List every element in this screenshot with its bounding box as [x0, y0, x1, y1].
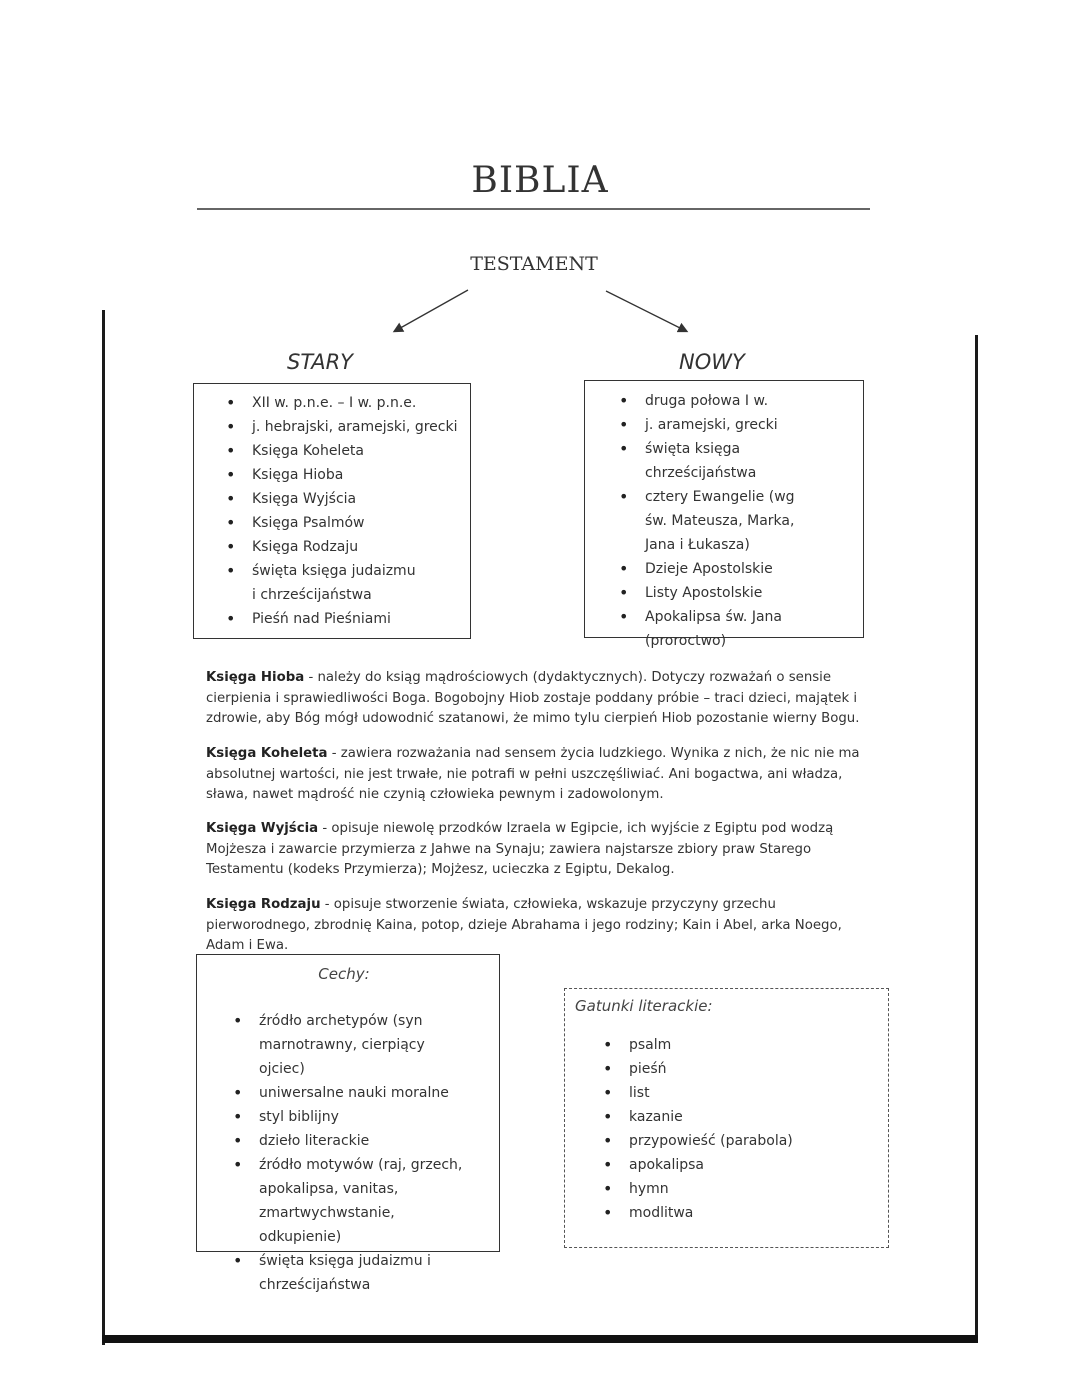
- list-item: • druga połowa I w.: [615, 389, 855, 413]
- list-item: • Księga Koheleta: [222, 439, 462, 463]
- stary-list: [222, 391, 462, 631]
- description-text: - opisuje niewolę przodków Izraela w Egipcie, ich wyjście z Egiptu pod wodzą Mojżesza i zawarcie przymierza z Jahwe na Synaju; zawiera najstarsze zbiory praw Starego Testamentu (kodeks Przymierza); Mojżesz, ucieczka z Egiptu, Dekalog.: [206, 821, 834, 877]
- list-item: • modlitwa: [599, 1201, 878, 1225]
- list-item: • święta księga judaizmu i chrześcijaństwa: [222, 559, 462, 607]
- stary-box: [193, 383, 471, 639]
- cechy-list: [229, 1009, 489, 1297]
- list-item: • hymn: [599, 1177, 878, 1201]
- list-item: • dzieło literackie: [229, 1129, 489, 1153]
- list-item: • Pieśń nad Pieśniami: [222, 607, 462, 631]
- list-item: • Księga Rodzaju: [222, 535, 462, 559]
- list-item: • Listy Apostolskie: [615, 581, 855, 605]
- cechy-box: [196, 954, 500, 1293]
- list-item: • Księga Psalmów: [222, 511, 462, 535]
- list-item: • święta księga chrześcijaństwa: [615, 437, 855, 485]
- list-item: • apokalipsa: [599, 1153, 878, 1177]
- description-text: - opisuje stworzenie świata, człowieka, wskazuje przyczyny grzechu pierworodnego, zbrodnię Kaina, potop, dzieje Abrahama i jego rodziny; Kain i Abel, arka Noego, Adam i Ewa.: [206, 897, 842, 953]
- description-term: Księga Rodzaju: [206, 897, 321, 912]
- description-koheleta: [206, 744, 866, 806]
- list-item: • pieśń: [599, 1057, 878, 1081]
- list-item: • psalm: [599, 1033, 878, 1057]
- description-text: - należy do ksiąg mądrościowych (dydaktycznych). Dotyczy rozważań o sensie cierpienia i sprawiedliwości Boga. Bogobojny Hiob zostaje poddany próbie – traci dzieci, majątek i zdrowie, aby Bóg mógł udowodnić szatanowi, że mimo tylu cierpień Hiob pozostanie wierny Bogu.: [206, 670, 860, 726]
- description-text: - zawiera rozważania nad sensem życia ludzkiego. Wynika z nich, że nic nie ma absolutnej wartości, nie jest trwałe, nie potrafi w pełni uszczęśliwiać. Ani bogactwa, ani władza, sława, nawet mądrość nie czynią człowieka pewnym i zadowolonym.: [206, 746, 860, 802]
- branch-arrows: [380, 285, 700, 340]
- description-wyjscia: [206, 819, 866, 881]
- list-item: • Dzieje Apostolskie: [615, 557, 855, 581]
- description-term: Księga Hioba: [206, 670, 305, 685]
- gatunki-list: [575, 1033, 878, 1225]
- paper-edge-bottom: [102, 1335, 978, 1343]
- description-hiob: [206, 668, 866, 730]
- paper-edge-left: [102, 310, 105, 1345]
- arrow-right-icon: [606, 291, 686, 331]
- list-item: • uniwersalne nauki moralne: [229, 1081, 489, 1105]
- page-title: BIBLIA: [471, 160, 609, 201]
- description-term: Księga Wyjścia: [206, 821, 319, 836]
- list-item: • Księga Wyjścia: [222, 487, 462, 511]
- list-item: • list: [599, 1081, 878, 1105]
- stary-heading: STARY: [287, 350, 354, 374]
- list-item: • styl biblijny: [229, 1105, 489, 1129]
- nowy-heading: NOWY: [679, 350, 745, 374]
- nowy-list: [615, 389, 855, 653]
- list-item: • przypowieść (parabola): [599, 1129, 878, 1153]
- list-item: • święta księga judaizmu i chrześcijaństwa: [229, 1249, 489, 1297]
- list-item: • j. aramejski, grecki: [615, 413, 855, 437]
- arrow-left-icon: [395, 290, 468, 331]
- list-item: • Księga Hioba: [222, 463, 462, 487]
- title-underline: [197, 208, 870, 210]
- subtitle: TESTAMENT: [470, 253, 598, 275]
- list-item: • źródło motywów (raj, grzech, apokalipsa, vanitas, zmartwychwstanie, odkupienie): [229, 1153, 489, 1249]
- list-item: • XII w. p.n.e. – I w. p.n.e.: [222, 391, 462, 415]
- list-item: • Apokalipsa św. Jana (proroctwo): [615, 605, 855, 653]
- list-item: • j. hebrajski, aramejski, grecki: [222, 415, 462, 439]
- gatunki-box: [564, 988, 889, 1248]
- paper-edge-right: [975, 335, 978, 1340]
- list-item: • kazanie: [599, 1105, 878, 1129]
- cechy-heading: Cechy:: [318, 965, 370, 983]
- list-item: • cztery Ewangelie (wg św. Mateusza, Marka, Jana i Łukasza): [615, 485, 855, 557]
- nowy-box: [584, 380, 864, 649]
- description-rodzaju: [206, 895, 866, 957]
- gatunki-heading: Gatunki literackie:: [575, 997, 713, 1015]
- list-item: • źródło archetypów (syn marnotrawny, cierpiący ojciec): [229, 1009, 489, 1081]
- description-term: Księga Koheleta: [206, 746, 328, 761]
